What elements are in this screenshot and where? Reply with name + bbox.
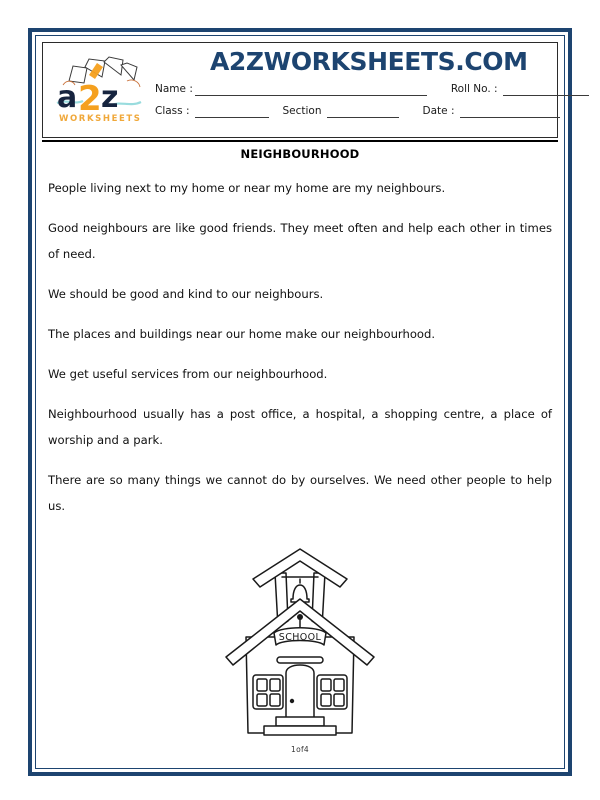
student-info-fields <box>155 83 599 118</box>
date-label: Date : <box>422 105 455 117</box>
worksheet-header <box>42 42 558 138</box>
section-label: Section <box>282 105 322 117</box>
paragraph: People living next to my home or near my home are my neighbours. <box>48 181 446 195</box>
page-border <box>28 28 572 776</box>
roll-no-input[interactable] <box>503 84 589 96</box>
page-number: 1of4 <box>291 745 309 754</box>
field-row-class-section-date <box>155 105 589 118</box>
schoolhouse-icon <box>220 541 380 756</box>
svg-text:2: 2 <box>78 79 102 119</box>
brand-title: A2ZWORKSHEETS.COM <box>209 47 528 76</box>
paragraph: The places and buildings near our home make our neighbourhood. <box>48 327 436 341</box>
logo-cell <box>43 43 155 137</box>
a2z-worksheets-logo <box>49 51 149 129</box>
lesson-body <box>42 175 558 519</box>
illustration-area <box>42 541 558 756</box>
date-input[interactable] <box>460 106 560 118</box>
paragraph: There are so many things we cannot do by ourselves. We need other people to help us. <box>48 473 552 513</box>
section-input[interactable] <box>327 106 399 118</box>
page-title: NEIGHBOURHOOD <box>240 147 360 161</box>
title-divider <box>42 140 558 142</box>
logo-icon <box>49 51 149 129</box>
name-input[interactable] <box>195 84 427 96</box>
class-input[interactable] <box>195 106 269 118</box>
paragraph: Good neighbours are like good friends. They meet often and help each other in times of need. <box>48 221 552 261</box>
field-row-name-roll <box>155 83 589 96</box>
name-label: Name : <box>155 83 193 95</box>
school-sign-label: SCHOOL <box>278 632 322 643</box>
svg-text:a: a <box>57 80 78 115</box>
class-label: Class : <box>155 105 190 117</box>
brand-cell <box>155 43 599 137</box>
page-content <box>42 42 558 762</box>
paragraph: We should be good and kind to our neighbours. <box>48 287 324 301</box>
paragraph: Neighbourhood usually has a post office, a hospital, a shopping centre, a place of worship and a park. <box>48 407 552 447</box>
roll-no-label: Roll No. : <box>450 83 498 95</box>
svg-text:z: z <box>101 80 119 115</box>
paragraph: We get useful services from our neighbourhood. <box>48 367 328 381</box>
logo-sub-label: WORKSHEETS <box>59 114 142 124</box>
